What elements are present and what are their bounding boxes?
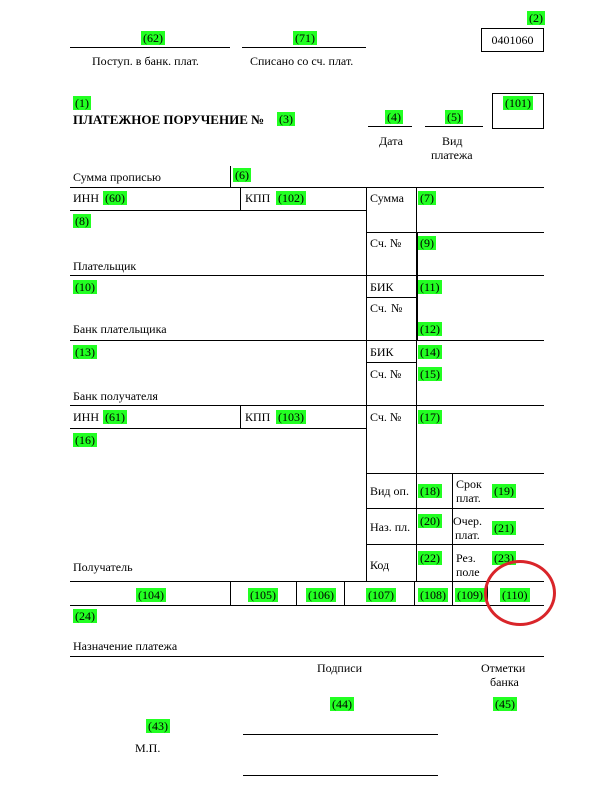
line-232 bbox=[366, 232, 544, 233]
line-210 bbox=[70, 210, 366, 211]
field-13: (13) bbox=[75, 345, 95, 359]
field-62: (62) bbox=[143, 31, 163, 45]
payment-type-label-1: Вид bbox=[442, 134, 463, 148]
payer-bank-label: Банк плательщика bbox=[73, 322, 167, 336]
term-label-1: Срок bbox=[456, 477, 482, 491]
column-divider-recipient bbox=[416, 405, 417, 581]
debited-label: Списано со сч. плат. bbox=[250, 54, 354, 68]
account-label-recipient: Сч. № bbox=[370, 410, 402, 424]
line-544 bbox=[366, 544, 544, 545]
recipient-bank-label: Банк получателя bbox=[73, 389, 158, 403]
field-104: (104) bbox=[138, 588, 164, 602]
res-label-2: поле bbox=[456, 565, 480, 579]
field-44: (44) bbox=[332, 697, 352, 711]
field-60: (60) bbox=[105, 191, 125, 205]
line-656 bbox=[70, 656, 544, 657]
column-divider-main bbox=[366, 187, 367, 581]
line-340 bbox=[70, 340, 544, 341]
field-24: (24) bbox=[75, 609, 95, 623]
bik-label-recipient-bank: БИК bbox=[370, 345, 394, 359]
field-14: (14) bbox=[420, 345, 440, 359]
tax-divider-5 bbox=[452, 581, 453, 605]
field-110: (110) bbox=[502, 588, 528, 602]
signature-line-1 bbox=[243, 734, 438, 735]
field-10: (10) bbox=[75, 280, 95, 294]
line-428 bbox=[70, 428, 366, 429]
line-275 bbox=[70, 275, 544, 276]
tax-divider-2 bbox=[296, 581, 297, 605]
field-43: (43) bbox=[148, 719, 168, 733]
field-23: (23) bbox=[494, 551, 514, 565]
column-divider-recipient-bank bbox=[416, 340, 417, 405]
field-108: (108) bbox=[420, 588, 446, 602]
page-title: ПЛАТЕЖНОЕ ПОРУЧЕНИЕ № bbox=[73, 112, 265, 127]
inn-kpp-divider-recipient bbox=[240, 405, 241, 428]
payer-label: Плательщик bbox=[73, 259, 137, 273]
line-297 bbox=[366, 297, 416, 298]
recipient-label: Получатель bbox=[73, 560, 133, 574]
field-12: (12) bbox=[420, 322, 440, 336]
column-divider-payer-bank bbox=[416, 232, 418, 340]
field-11: (11) bbox=[420, 280, 440, 294]
bank-marks-label-2: банка bbox=[490, 675, 519, 689]
received-label: Поступ. в банк. плат. bbox=[92, 54, 199, 68]
field-5: (5) bbox=[447, 110, 461, 124]
term-label-2: плат. bbox=[456, 491, 481, 505]
signature-line-2 bbox=[243, 775, 438, 776]
order-label-1: Очер. bbox=[453, 514, 483, 528]
purpose-label: Назначение платежа bbox=[73, 639, 178, 653]
field-4: (4) bbox=[387, 110, 401, 124]
inn-kpp-divider-payer bbox=[240, 187, 241, 210]
field-19: (19) bbox=[494, 484, 514, 498]
op-type-label: Вид оп. bbox=[370, 484, 409, 498]
column-divider-codes bbox=[452, 473, 453, 581]
field-45: (45) bbox=[495, 697, 515, 711]
line-473 bbox=[366, 473, 544, 474]
debited-line bbox=[242, 47, 366, 48]
field-105: (105) bbox=[250, 588, 276, 602]
field-109: (109) bbox=[457, 588, 483, 602]
field-1: (1) bbox=[75, 96, 89, 110]
field-21: (21) bbox=[494, 521, 514, 535]
amount-label: Сумма bbox=[370, 191, 404, 205]
line-581 bbox=[70, 581, 544, 582]
amount-words-divider bbox=[230, 166, 231, 187]
line-362 bbox=[366, 362, 416, 363]
inn-label-recipient: ИНН bbox=[73, 410, 99, 424]
bik-label-payer-bank: БИК bbox=[370, 280, 394, 294]
field-3: (3) bbox=[279, 112, 293, 126]
field-15: (15) bbox=[420, 367, 440, 381]
date-label: Дата bbox=[379, 134, 403, 148]
field-107: (107) bbox=[368, 588, 394, 602]
amount-words-label: Сумма прописью bbox=[73, 170, 162, 184]
account-label-payer-bank-1: Сч. bbox=[370, 301, 387, 315]
field-106: (106) bbox=[308, 588, 334, 602]
form-code: 0401060 bbox=[481, 28, 544, 52]
tax-divider-1 bbox=[230, 581, 231, 605]
signatures-label: Подписи bbox=[317, 661, 363, 675]
field-71: (71) bbox=[295, 31, 315, 45]
code-label: Код bbox=[370, 558, 390, 572]
field-6: (6) bbox=[235, 168, 249, 182]
inn-label-payer: ИНН bbox=[73, 191, 99, 205]
field-2: (2) bbox=[529, 11, 543, 25]
column-divider-amount bbox=[416, 187, 417, 232]
account-label-payer: Сч. № bbox=[370, 236, 402, 250]
line-405 bbox=[70, 405, 544, 406]
field-7: (7) bbox=[420, 191, 434, 205]
field-103: (103) bbox=[278, 410, 304, 424]
field-61: (61) bbox=[105, 410, 125, 424]
account-label-payer-bank-2: № bbox=[391, 301, 403, 315]
payment-type-line bbox=[425, 126, 483, 127]
line-187 bbox=[70, 187, 544, 188]
field-16: (16) bbox=[75, 433, 95, 447]
payment-type-label-2: платежа bbox=[431, 148, 473, 162]
field-17: (17) bbox=[420, 410, 440, 424]
field-9: (9) bbox=[420, 236, 434, 250]
order-label-2: плат. bbox=[455, 528, 480, 542]
account-label-recipient-bank: Сч. № bbox=[370, 367, 402, 381]
field-22: (22) bbox=[420, 551, 440, 565]
pay-purpose-code-label: Наз. пл. bbox=[370, 520, 411, 534]
field-20: (20) bbox=[420, 514, 440, 528]
line-605 bbox=[70, 605, 544, 606]
date-line bbox=[368, 126, 412, 127]
field-8: (8) bbox=[75, 214, 89, 228]
kpp-label-recipient: КПП bbox=[245, 410, 271, 424]
line-508 bbox=[366, 508, 544, 509]
field-18: (18) bbox=[420, 484, 440, 498]
received-line bbox=[70, 47, 230, 48]
stamp-label: М.П. bbox=[135, 741, 161, 755]
tax-divider-3 bbox=[344, 581, 345, 605]
tax-divider-4 bbox=[414, 581, 415, 605]
res-label-1: Рез. bbox=[456, 551, 476, 565]
bank-marks-label-1: Отметки bbox=[481, 661, 526, 675]
annotation-circle bbox=[484, 560, 556, 626]
field-102: (102) bbox=[278, 191, 304, 205]
field-101: (101) bbox=[505, 96, 531, 110]
kpp-label-payer: КПП bbox=[245, 191, 271, 205]
